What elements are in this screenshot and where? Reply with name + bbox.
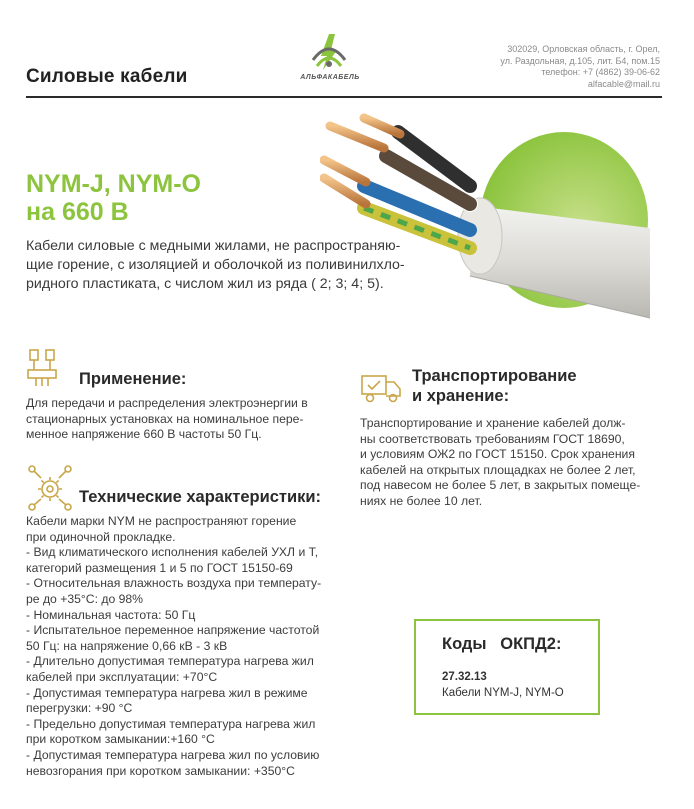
technical-text-line: - Предельно допустимая температура нагрева жил [26, 716, 316, 731]
contact-phone: телефон: +7 (4862) 39-06-62 [541, 67, 660, 78]
application-text-line: менное напряжение 660 В частоты 50 Гц. [26, 427, 262, 442]
product-title [26, 170, 201, 226]
technical-text-line: Кабели марки NYM не распространяют горение [26, 514, 297, 528]
okpd2-codes-box [414, 619, 600, 715]
contact-email[interactable]: alfacable@mail.ru [587, 78, 660, 89]
product-description-line: щие горение, с изоляцией и оболочкой из поливинилхло- [26, 257, 405, 274]
transport-text-line: Транспортирование и хранение кабелей долж- [360, 416, 626, 430]
codes-number: 27.32.13 [442, 671, 487, 683]
technical-text-line: ре до +35°С: до 98% [26, 591, 144, 606]
delivery-truck-icon [360, 372, 402, 404]
application-text-line: Для передачи и распределения электроэнергии в [26, 396, 308, 410]
technical-text-line: - Допустимая температура нагрева жил по условию [26, 747, 320, 762]
product-description-line: ридного пластиката, с числом жил из ряда ( 2; 3; 4; 5). [26, 276, 384, 293]
header-divider [26, 96, 662, 98]
application-text-line: стационарных установках на номинальное пере- [26, 411, 304, 426]
technical-heading: Технические характеристики: [79, 488, 322, 506]
contact-address-line2: ул. Раздольная, д.105, лит. Б4, пом.15 [500, 55, 660, 66]
technical-text-line: - Номинальная частота: 50 Гц [26, 607, 196, 622]
technical-text-line: - Относительная влажность воздуха при температу- [26, 576, 322, 591]
cable-connector-icon [26, 348, 60, 388]
contact-address-line1: 302029, Орловская область, г. Орел, [507, 44, 660, 54]
technical-text-line: - Испытательное переменное напряжение частотой [26, 623, 320, 638]
gear-network-icon [26, 463, 74, 511]
technical-text-line: - Допустимая температура нагрева жил в режиме [26, 685, 308, 700]
transport-heading-line1: Транспортирование [412, 367, 577, 385]
transport-text-line: ниях не более 10 лет. [360, 493, 483, 508]
transport-text-line: под навесом не более 5 лет, в закрытых помеще- [360, 478, 641, 493]
codes-name: Кабели NYM-J, NYM-O [442, 687, 564, 699]
transport-text-line: и условиям ОЖ2 по ГОСТ 15150. Срок хранения [360, 447, 635, 462]
transport-heading-line2: и хранение: [412, 387, 510, 405]
technical-text-line: перегрузки: +90 °С [26, 701, 133, 716]
transport-heading [412, 366, 612, 406]
cable-illustration [320, 108, 694, 330]
product-description-line: Кабели силовые с медными жилами, не распространяю- [26, 238, 401, 254]
technical-text-line: категорий размещения 1 и 5 по ГОСТ 15150-69 [26, 560, 293, 575]
technical-text-line: невозгорания при коротком замыкании: +350°С [26, 763, 295, 778]
transport-text-line: ны соответствовать требованиям ГОСТ 18690, [360, 431, 625, 446]
codes-heading: Коды ОКПД2: [442, 635, 562, 653]
product-title-line1: NYM-J, NYM-O [26, 170, 201, 198]
technical-text-line: при коротком замыкании:+160 °С [26, 732, 215, 747]
transport-text-line: кабелей на открытых площадках не более 2 лет, [360, 462, 636, 477]
transport-text [360, 416, 660, 510]
technical-text-line: при одиночной прокладке. [26, 529, 176, 544]
application-heading: Применение: [79, 370, 187, 388]
application-text [26, 396, 346, 443]
technical-text-line: кабелей при эксплуатации: +70°С [26, 669, 218, 684]
technical-text-line: - Вид климатического исполнения кабелей УХЛ и Т, [26, 545, 319, 560]
product-title-line2: на 660 В [26, 198, 129, 226]
logo-wordmark: АЛЬФАКАБЕЛЬ [300, 74, 360, 81]
page-title: Силовые кабели [26, 66, 188, 87]
technical-text [26, 514, 356, 779]
technical-text-line: - Длительно допустимая температура нагрева жил [26, 654, 314, 669]
contact-block [500, 44, 660, 90]
technical-text-line: 50 Гц: на напряжение 0,66 кВ - 3 кВ [26, 638, 228, 653]
